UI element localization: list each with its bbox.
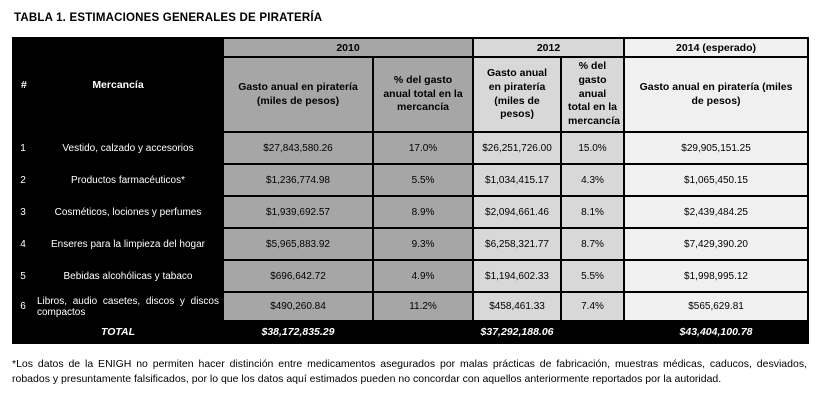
cell-2012-gasto: $1,034,415.17 bbox=[473, 164, 561, 196]
cell-2012-gasto: $1,194,602.33 bbox=[473, 260, 561, 292]
table-row bbox=[13, 132, 808, 164]
merchandise-name: Libros, audio casetes, discos y discos compactos bbox=[33, 292, 223, 321]
col-header-2012-pct: % del gasto anual total en la mercancía bbox=[561, 57, 624, 132]
cell-2010-gasto: $1,939,692.57 bbox=[223, 196, 373, 228]
merchandise-name: Bebidas alcohólicas y tabaco bbox=[33, 260, 223, 292]
table-row bbox=[13, 164, 808, 196]
merchandise-name: Vestido, calzado y accesorios bbox=[33, 132, 223, 164]
cell-2012-gasto: $6,258,321.77 bbox=[473, 228, 561, 260]
total-2010-gasto: $38,172,835.29 bbox=[223, 321, 373, 343]
total-label: TOTAL bbox=[13, 321, 223, 343]
cell-2010-gasto: $696,642.72 bbox=[223, 260, 373, 292]
cell-2014-gasto: $1,065,450.15 bbox=[624, 164, 808, 196]
cell-2010-gasto: $1,236,774.98 bbox=[223, 164, 373, 196]
table-row bbox=[13, 292, 808, 321]
table-row bbox=[13, 260, 808, 292]
cell-2010-pct: 17.0% bbox=[373, 132, 473, 164]
col-header-2012-gasto: Gasto anual en piratería (miles de pesos) bbox=[473, 57, 561, 132]
cell-2012-pct: 5.5% bbox=[561, 260, 624, 292]
num-column-header: # bbox=[21, 79, 27, 91]
cell-2012-pct: 7.4% bbox=[561, 292, 624, 321]
merchandise-name: Enseres para la limpieza del hogar bbox=[33, 228, 223, 260]
footnote: *Los datos de la ENIGH no permiten hacer distinción entre medicamentos asegurados por malas prácticas de fabricación, muestras médicas, caducos, desviados, robados y presuntamente falsificados, por lo que los datos aquí estimados pueden no concordar con aquellos anteriormente reportados por la autoridad. bbox=[12, 358, 807, 385]
total-2010-pct-empty bbox=[373, 321, 473, 343]
col-header-2010-pct: % del gasto anual total en la mercancía bbox=[373, 57, 473, 132]
row-number: 1 bbox=[13, 132, 33, 164]
year-group-2014: 2014 (esperado) bbox=[624, 38, 808, 57]
cell-2012-gasto: $26,251,726.00 bbox=[473, 132, 561, 164]
corner-header-content bbox=[16, 39, 220, 131]
year-group-2010: 2010 bbox=[223, 38, 473, 57]
total-2014-gasto: $43,404,100.78 bbox=[624, 321, 808, 343]
cell-2010-gasto: $27,843,580.26 bbox=[223, 132, 373, 164]
total-2012-pct-empty bbox=[561, 321, 624, 343]
year-group-2012: 2012 bbox=[473, 38, 624, 57]
cell-2014-gasto: $1,998,995.12 bbox=[624, 260, 808, 292]
row-number: 5 bbox=[13, 260, 33, 292]
cell-2010-gasto: $5,965,883.92 bbox=[223, 228, 373, 260]
row-number: 3 bbox=[13, 196, 33, 228]
row-number: 4 bbox=[13, 228, 33, 260]
total-2012-gasto: $37,292,188.06 bbox=[473, 321, 561, 343]
cell-2014-gasto: $7,429,390.20 bbox=[624, 228, 808, 260]
corner-header-cell bbox=[13, 38, 223, 132]
cell-2010-pct: 5.5% bbox=[373, 164, 473, 196]
cell-2010-pct: 8.9% bbox=[373, 196, 473, 228]
page-title: TABLA 1. ESTIMACIONES GENERALES DE PIRATERÍA bbox=[14, 12, 323, 24]
cell-2012-gasto: $458,461.33 bbox=[473, 292, 561, 321]
merchandise-name: Cosméticos, lociones y perfumes bbox=[33, 196, 223, 228]
cell-2010-gasto: $490,260.84 bbox=[223, 292, 373, 321]
row-number: 6 bbox=[13, 292, 33, 321]
cell-2010-pct: 11.2% bbox=[373, 292, 473, 321]
table-row bbox=[13, 196, 808, 228]
table-row bbox=[13, 228, 808, 260]
total-row bbox=[13, 321, 808, 343]
merchandise-name: Productos farmacéuticos* bbox=[33, 164, 223, 196]
merchandise-column-header: Mercancía bbox=[92, 79, 144, 91]
cell-2012-pct: 4.3% bbox=[561, 164, 624, 196]
cell-2014-gasto: $29,905,151.25 bbox=[624, 132, 808, 164]
cell-2014-gasto: $565,629.81 bbox=[624, 292, 808, 321]
year-header-row bbox=[13, 38, 808, 57]
cell-2012-pct: 8.7% bbox=[561, 228, 624, 260]
col-header-2010-gasto: Gasto anual en piratería (miles de pesos) bbox=[223, 57, 373, 132]
cell-2010-pct: 4.9% bbox=[373, 260, 473, 292]
cell-2012-pct: 8.1% bbox=[561, 196, 624, 228]
cell-2014-gasto: $2,439,484.25 bbox=[624, 196, 808, 228]
col-header-2014-gasto: Gasto anual en piratería (miles de pesos) bbox=[624, 57, 808, 132]
cell-2010-pct: 9.3% bbox=[373, 228, 473, 260]
cell-2012-gasto: $2,094,661.46 bbox=[473, 196, 561, 228]
row-number: 2 bbox=[13, 164, 33, 196]
cell-2012-pct: 15.0% bbox=[561, 132, 624, 164]
piracy-estimates-table bbox=[12, 37, 809, 344]
